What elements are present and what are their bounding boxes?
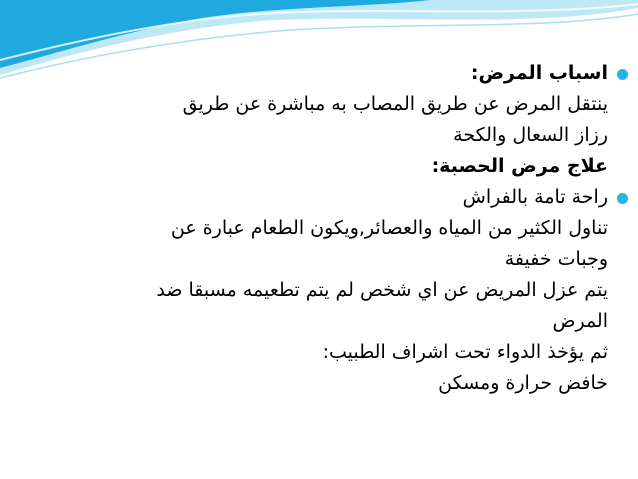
- slide-body: [18, 58, 608, 399]
- heading-causes-text: اسباب المرض:: [470, 62, 608, 84]
- body-line: خافض حرارة ومسكن: [438, 372, 608, 394]
- bullet-line-rest-text: راحة تامة بالفراش: [462, 186, 608, 208]
- body-line: المرض: [552, 310, 608, 332]
- heading-causes: [18, 58, 608, 89]
- bullet-icon: [617, 69, 628, 80]
- heading-treatment: علاج مرض الحصبة:: [431, 155, 608, 177]
- bullet-line-rest: [18, 182, 608, 213]
- body-line: وجبات خفيفة: [504, 248, 608, 270]
- body-line: يتم عزل المريض عن اي شخص لم يتم تطعيمه مسبقا ضد: [156, 279, 608, 301]
- body-line: ينتقل المرض عن طريق المصاب به مباشرة عن طريق: [182, 93, 608, 115]
- body-line: تناول الكثير من المياه والعصائر,ويكون الطعام عبارة عن: [170, 217, 608, 239]
- body-line: ثم يؤخذ الدواء تحت اشراف الطبيب:: [322, 341, 608, 363]
- body-line: رزاز السعال والكحة: [453, 124, 608, 146]
- bullet-icon: [617, 193, 628, 204]
